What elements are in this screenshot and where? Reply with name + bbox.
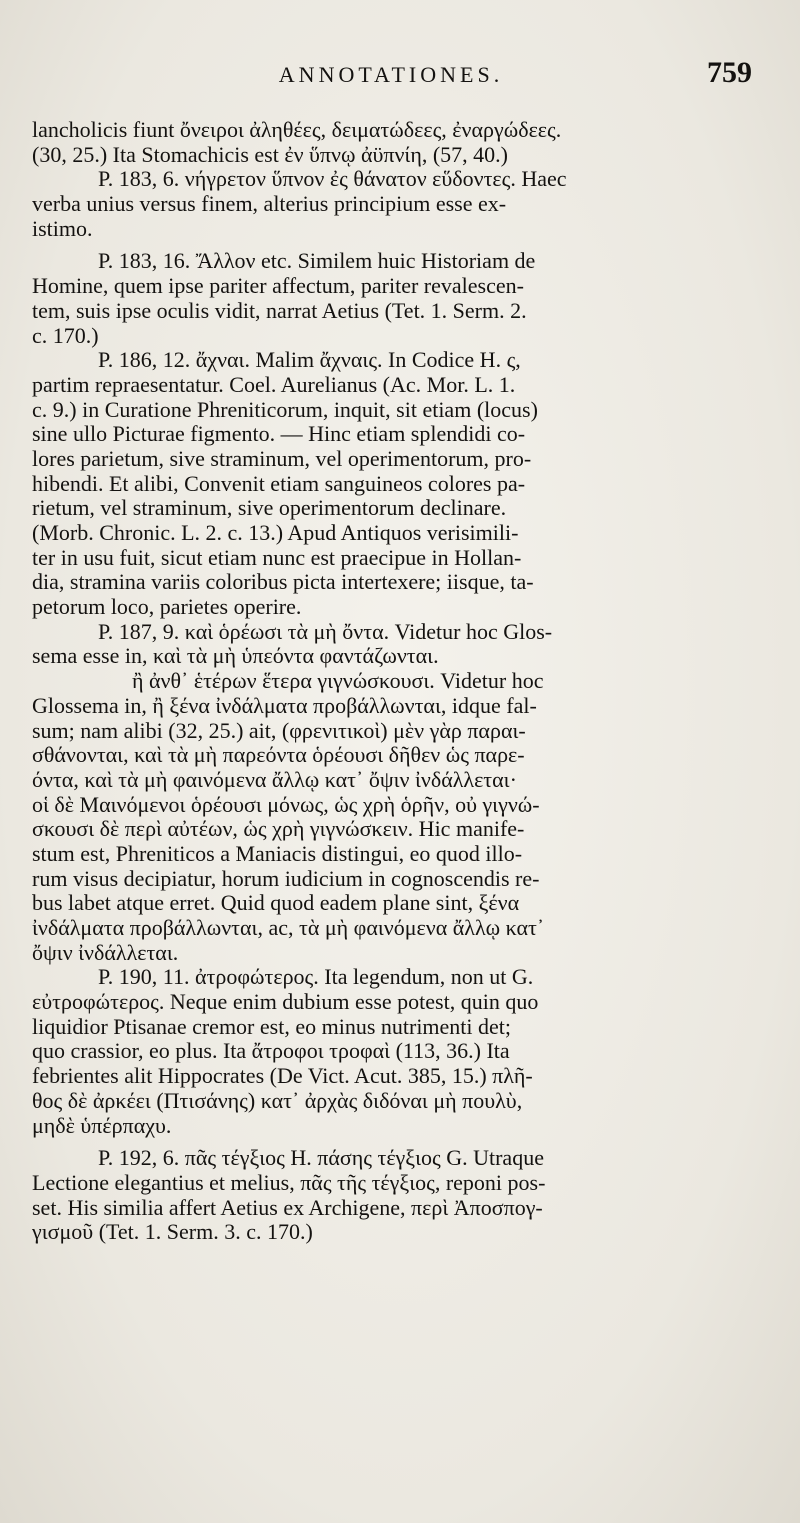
text-line: θος δὲ ἀρκέει (Πτισάνης) κατ᾽ ἀρχὰς διδόναι μὴ πουλὺ, [32, 1088, 523, 1113]
text-line: P. 190, 11. ἀτροφώτερος. Ita legendum, non ut G. [98, 965, 534, 990]
text-line: lancholicis fiunt ὄνειροι ἀληθέες, δειματώδεες, ἐναργώδεες. [32, 118, 562, 142]
page-header [30, 56, 752, 96]
text-line: set. His similia affert Aetius ex Archigene, περὶ Ἀποσπογ- [32, 1195, 543, 1220]
text-line: petorum loco, parietes operire. [32, 595, 302, 620]
text-line: ter in usu fuit, sicut etiam nunc est praecipue in Hollan- [32, 545, 522, 570]
text-line: rum visus decipiatur, horum iudicium in cognoscendis re- [32, 866, 540, 891]
text-line: partim repraesentatur. Coel. Aurelianus (Ac. Mor. L. 1. [32, 372, 516, 397]
text-line: istimo. [32, 216, 93, 241]
text-line: Lectione elegantius et melius, πᾶς τῆς τέγξιος, reponi pos- [32, 1170, 546, 1195]
text-line: όντα, καὶ τὰ μὴ φαινόμενα ἄλλῳ κατ᾽ ὄψιν ἰνδάλλεται· [32, 767, 517, 792]
text-line: ἰνδάλματα προβάλλωνται, ac, τὰ μὴ φαινόμενα ἄλλῳ κατ᾽ [32, 916, 545, 940]
paragraph-gap [32, 241, 750, 249]
text-line: c. 9.) in Curatione Phreniticorum, inquit, sit etiam (locus) [32, 397, 538, 422]
annotation-text [32, 118, 750, 1245]
text-line: Homine, quem ipse pariter affectum, pariter revalescen- [32, 274, 524, 299]
text-line: σθάνονται, καὶ τὰ μὴ παρεόντα ὁρέουσι δῆθεν ὡς παρε- [32, 743, 525, 768]
text-line: P. 187, 9. καὶ ὁρέωσι τὰ μὴ ὄντα. Videtur hoc Glos- [98, 619, 553, 644]
text-line: c. 170.) [32, 323, 99, 348]
text-line: liquidior Ptisanae cremor est, eo minus nutrimenti det; [32, 1014, 512, 1039]
text-line: ἢ ἀνθ᾽ ἑτέρων ἕτερα γιγνώσκουσι. Videtur hoc [132, 669, 544, 694]
text-line: sum; nam alibi (32, 25.) ait, (φρενιτικοὶ) μὲν γὰρ παραι- [32, 718, 526, 743]
text-line: γισμοῦ (Tet. 1. Serm. 3. c. 170.) [32, 1220, 313, 1245]
text-line: Glossema in, ἢ ξένα ἰνδάλματα προβάλλωνται, idque fal- [32, 693, 537, 718]
text-line: P. 192, 6. πᾶς τέγξιος H. πάσης τέγξιος G. Utraque [98, 1146, 544, 1171]
text-line: stum est, Phreniticos a Maniacis distingui, eo quod illo- [32, 841, 523, 866]
text-line: P. 183, 6. νήγρετον ὕπνον ἐς θάνατον εὕδοντες. Haec [98, 167, 567, 192]
text-line: (30, 25.) Ita Stomachicis est ἐν ὕπνῳ ἀϋπνίη, (57, 40.) [32, 142, 508, 167]
text-line: P. 183, 16. Ἄλλον etc. Similem huic Historiam de [98, 249, 536, 274]
text-line: hibendi. Et alibi, Convenit etiam sanguineos colores pa- [32, 471, 526, 496]
text-line: tem, suis ipse oculis vidit, narrat Aetius (Tet. 1. Serm. 2. [32, 298, 527, 323]
text-line: quo crassior, eo plus. Ita ἄτροφοι τροφαὶ (113, 36.) Ita [32, 1039, 510, 1064]
text-line: οἱ δὲ Μαινόμενοι ὁρέουσι μόνως, ὡς χρὴ ὁρῆν, οὐ γιγνώ- [32, 792, 540, 817]
text-line: sema esse in, καὶ τὰ μὴ ὑπεόντα φαντάζωνται. [32, 644, 439, 669]
paragraph-gap [32, 1138, 750, 1146]
text-line: verba unius versus finem, alterius principium esse ex- [32, 192, 507, 217]
text-line: rietum, vel straminum, sive operimentorum declinare. [32, 496, 507, 521]
running-head: ANNOTATIONES. [278, 62, 504, 87]
text-line: σκουσι δὲ περὶ αὐτέων, ὡς χρὴ γιγνώσκειν. Hic manife- [32, 817, 525, 842]
text-line: ὄψιν ἰνδάλλεται. [32, 940, 179, 965]
text-line: febrientes alit Hippocrates (De Vict. Acut. 385, 15.) πλῆ- [32, 1064, 533, 1089]
text-line: sine ullo Picturae figmento. — Hinc etiam splendidi co- [32, 422, 526, 447]
text-line: dia, stramina variis coloribus picta intertexere; iisque, ta- [32, 570, 534, 595]
text-line: μηδὲ ὑπέρπαχυ. [32, 1113, 172, 1138]
page-number: 759 [707, 56, 752, 89]
text-line: (Morb. Chronic. L. 2. c. 13.) Apud Antiquos verisimili- [32, 521, 519, 545]
text-line: P. 186, 12. ἄχναι. Malim ἄχναις. In Codice H. ς, [98, 348, 521, 373]
text-line: εὐτροφώτερος. Neque enim dubium esse potest, quin quo [32, 990, 539, 1015]
text-line: lores parietum, sive straminum, vel operimentorum, pro- [32, 446, 532, 471]
text-line: bus labet atque erret. Quid quod eadem plane sint, ξένα [32, 891, 520, 916]
